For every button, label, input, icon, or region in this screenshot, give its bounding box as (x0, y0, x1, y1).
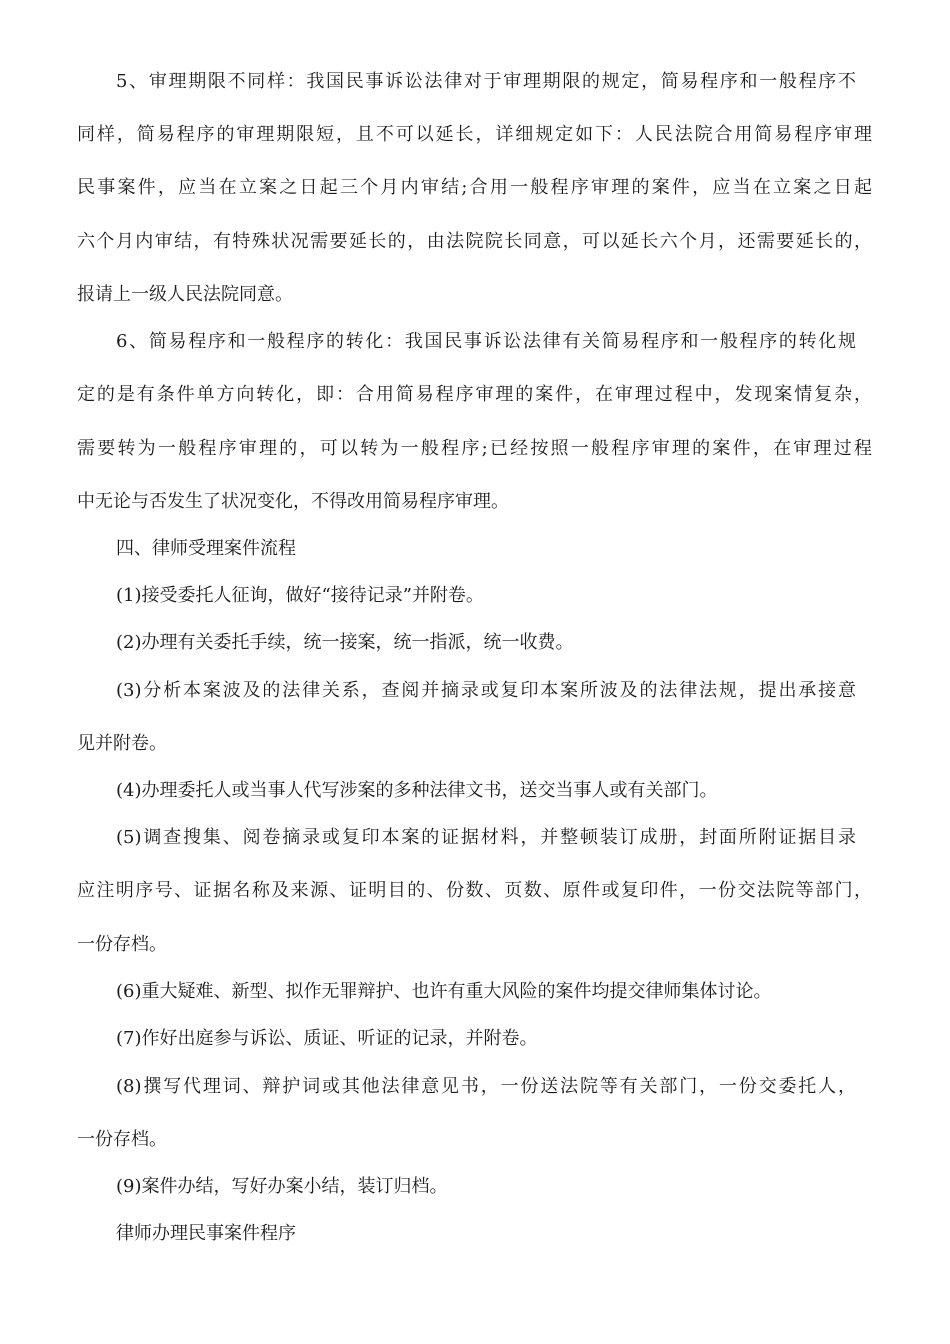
paragraph-5-line-2: 同样，简易程序的审理期限短，且不可以延长，详细规定如下：人民法院合用简易程序审理 (77, 124, 872, 145)
step-8-line-2: 一份存档。 (77, 1129, 167, 1150)
paragraph-5-line-3: 民事案件，应当在立案之日起三个月内审结;合用一般程序审理的案件，应当在立案之日起 (77, 177, 872, 198)
step-3-line-1: (3)分析本案波及的法律关系，查阅并摘录或复印本案所波及的法律法规，提出承接意 (116, 680, 856, 701)
section-heading-civil-case-procedure: 律师办理民事案件程序 (116, 1223, 296, 1244)
step-9: (9)案件办结，写好办案小结，装订归档。 (116, 1176, 448, 1197)
step-5-line-3: 一份存档。 (77, 934, 167, 955)
paragraph-5-line-4: 六个月内审结，有特殊状况需要延长的，由法院院长同意，可以延长六个月，还需要延长的， (77, 231, 872, 252)
step-4: (4)办理委托人或当事人代写涉案的多种法律文书，送交当事人或有关部门。 (116, 780, 718, 801)
paragraph-6-line-1: 6、简易程序和一般程序的转化：我国民事诉讼法律有关简易程序和一般程序的转化规 (116, 331, 856, 352)
step-5-line-2: 应注明序号、证据名称及来源、证明目的、份数、页数、原件或复印件，一份交法院等部门， (77, 880, 872, 901)
step-5-line-1: (5)调查搜集、阅卷摘录或复印本案的证据材料，并整顿装订成册，封面所附证据目录 (116, 827, 856, 848)
paragraph-6-line-4: 中无论与否发生了状况变化，不得改用简易程序审理。 (77, 491, 509, 512)
paragraph-5-line-5: 报请上一级人民法院同意。 (77, 284, 293, 305)
step-2: (2)办理有关委托手续，统一接案，统一指派，统一收费。 (116, 632, 574, 653)
step-8-line-1: (8)撰写代理词、辩护词或其他法律意见书，一份送法院等有关部门，一份交委托人， (116, 1076, 856, 1097)
step-1: (1)接受委托人征询，做好“接待记录”并附卷。 (116, 585, 484, 606)
step-7: (7)作好出庭参与诉讼、质证、听证的记录，并附卷。 (116, 1028, 538, 1049)
step-3-line-2: 见并附卷。 (77, 733, 167, 754)
paragraph-6-line-2: 定的是有条件单方向转化，即：合用简易程序审理的案件，在审理过程中，发现案情复杂， (77, 384, 872, 405)
step-6: (6)重大疑难、新型、拟作无罪辩护、也许有重大风险的案件均提交律师集体讨论。 (116, 981, 772, 1002)
section-heading-4: 四、律师受理案件流程 (116, 538, 296, 559)
paragraph-5-line-1: 5、审理期限不同样：我国民事诉讼法律对于审理期限的规定，简易程序和一般程序不 (116, 71, 856, 92)
paragraph-6-line-3: 需要转为一般程序审理的，可以转为一般程序;已经按照一般程序审理的案件，在审理过程 (77, 438, 872, 459)
